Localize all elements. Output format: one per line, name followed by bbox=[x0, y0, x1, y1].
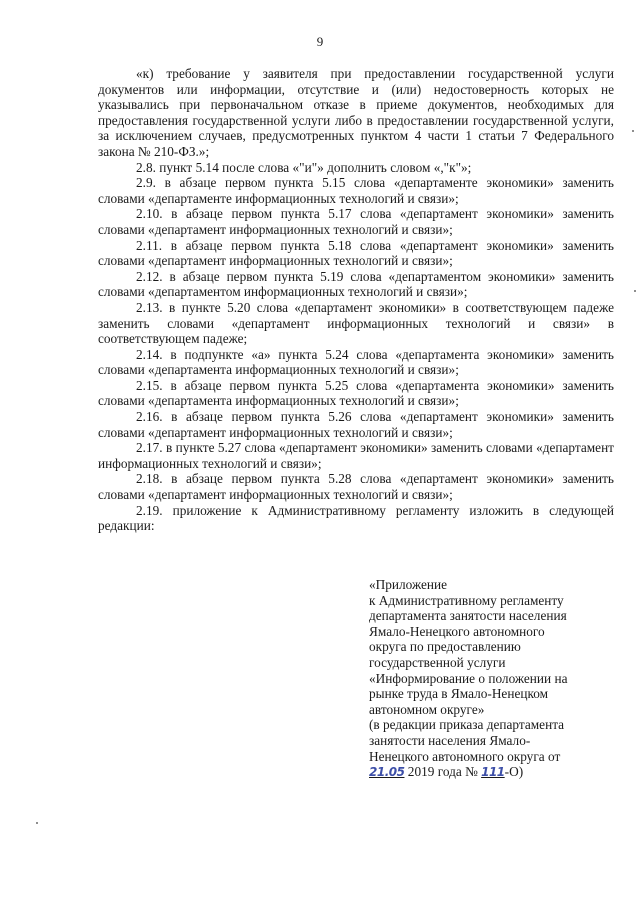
paragraph-2-13: 2.13. в пункте 5.20 слова «департамент экономики» в соответствующем падеже заменить словами «департамент информационных технологий и связи» в соответствующем падеже; bbox=[98, 299, 614, 347]
appendix-line: рынке труда в Ямало-Ненецком bbox=[369, 686, 549, 702]
appendix-line: округа по предоставлению bbox=[369, 639, 521, 655]
paragraph-2-16: 2.16. в абзаце первом пункта 5.26 слова «департамент экономики» заменить словами «департамент информационных технологий и связи»; bbox=[98, 409, 614, 440]
appendix-line: (в редакции приказа департамента bbox=[369, 717, 565, 733]
appendix-line: «Информирование о положении на bbox=[369, 670, 568, 686]
handwritten-date: 21.05 bbox=[369, 765, 405, 780]
order-year-text: 2019 года № bbox=[407, 764, 478, 780]
paragraph-2-17: 2.17. в пункте 5.27 слова «департамент экономики» заменить словами «департамент информационных технологий и связи»; bbox=[98, 440, 614, 471]
page-number: 9 bbox=[316, 34, 324, 49]
appendix-header bbox=[369, 577, 619, 781]
paragraph-2-18: 2.18. в абзаце первом пункта 5.28 слова «департамент экономики» заменить словами «департамент информационных технологий и связи»; bbox=[98, 471, 614, 503]
appendix-line: к Административному регламенту bbox=[369, 592, 564, 608]
scan-speck bbox=[634, 290, 636, 292]
scan-speck bbox=[632, 130, 634, 132]
paragraph-2-9: 2.9. в абзаце первом пункта 5.15 слова «департаменте экономики» заменить словами «департаменте информационных технологий и связи»; bbox=[98, 175, 614, 206]
appendix-line: Ненецкого автономного округа от bbox=[369, 748, 561, 764]
order-suffix: -О) bbox=[504, 764, 524, 780]
paragraph-2-12: 2.12. в абзаце первом пункта 5.19 слова «департаментом экономики» заменить словами «департаментом информационных технологий и связи»; bbox=[98, 268, 614, 300]
scan-speck bbox=[36, 822, 38, 824]
paragraph-k: «к) требование у заявителя при предоставлении государственной услуги документов или информации, отсутствие и (или) недостоверность которых не указывались при первоначальном отказе в приеме документов, необходимых для предоставления государственной услуги либо в предоставлении государственной услуги, за исключением случаев, предусмотренных пунктом 4 части 1 статьи 7 Федерального закона № 210-ФЗ.»; bbox=[98, 66, 614, 159]
paragraph-2-15: 2.15. в абзаце первом пункта 5.25 слова «департамента экономики» заменить словами «департамента информационных технологий и связи»; bbox=[98, 377, 614, 409]
document-body bbox=[98, 66, 614, 534]
appendix-line: автономном округе» bbox=[369, 701, 485, 717]
appendix-order-line bbox=[369, 764, 619, 781]
appendix-line: занятости населения Ямало- bbox=[369, 732, 531, 748]
paragraph-2-14: 2.14. в подпункте «а» пункта 5.24 слова «департамента экономики» заменить словами «департамента информационных технологий и связи»; bbox=[98, 346, 614, 378]
paragraph-2-11: 2.11. в абзаце первом пункта 5.18 слова «департамент экономики» заменить словами «департамент информационных технологий и связи»; bbox=[98, 237, 614, 269]
appendix-line: Ямало-Ненецкого автономного bbox=[369, 623, 545, 639]
appendix-line: «Приложение bbox=[369, 577, 448, 592]
paragraph-2-8: 2.8. пункт 5.14 после слова «"и"» дополнить словом «,"к"»; bbox=[136, 159, 472, 175]
handwritten-order-number: 111 bbox=[481, 765, 505, 780]
appendix-line: департамента занятости населения bbox=[369, 608, 567, 624]
paragraph-2-19: 2.19. приложение к Административному регламенту изложить в следующей редакции: bbox=[98, 502, 614, 534]
paragraph-2-10: 2.10. в абзаце первом пункта 5.17 слова «департамент экономики» заменить словами «департамент информационных технологий и связи»; bbox=[98, 206, 614, 237]
appendix-line: государственной услуги bbox=[369, 654, 506, 670]
